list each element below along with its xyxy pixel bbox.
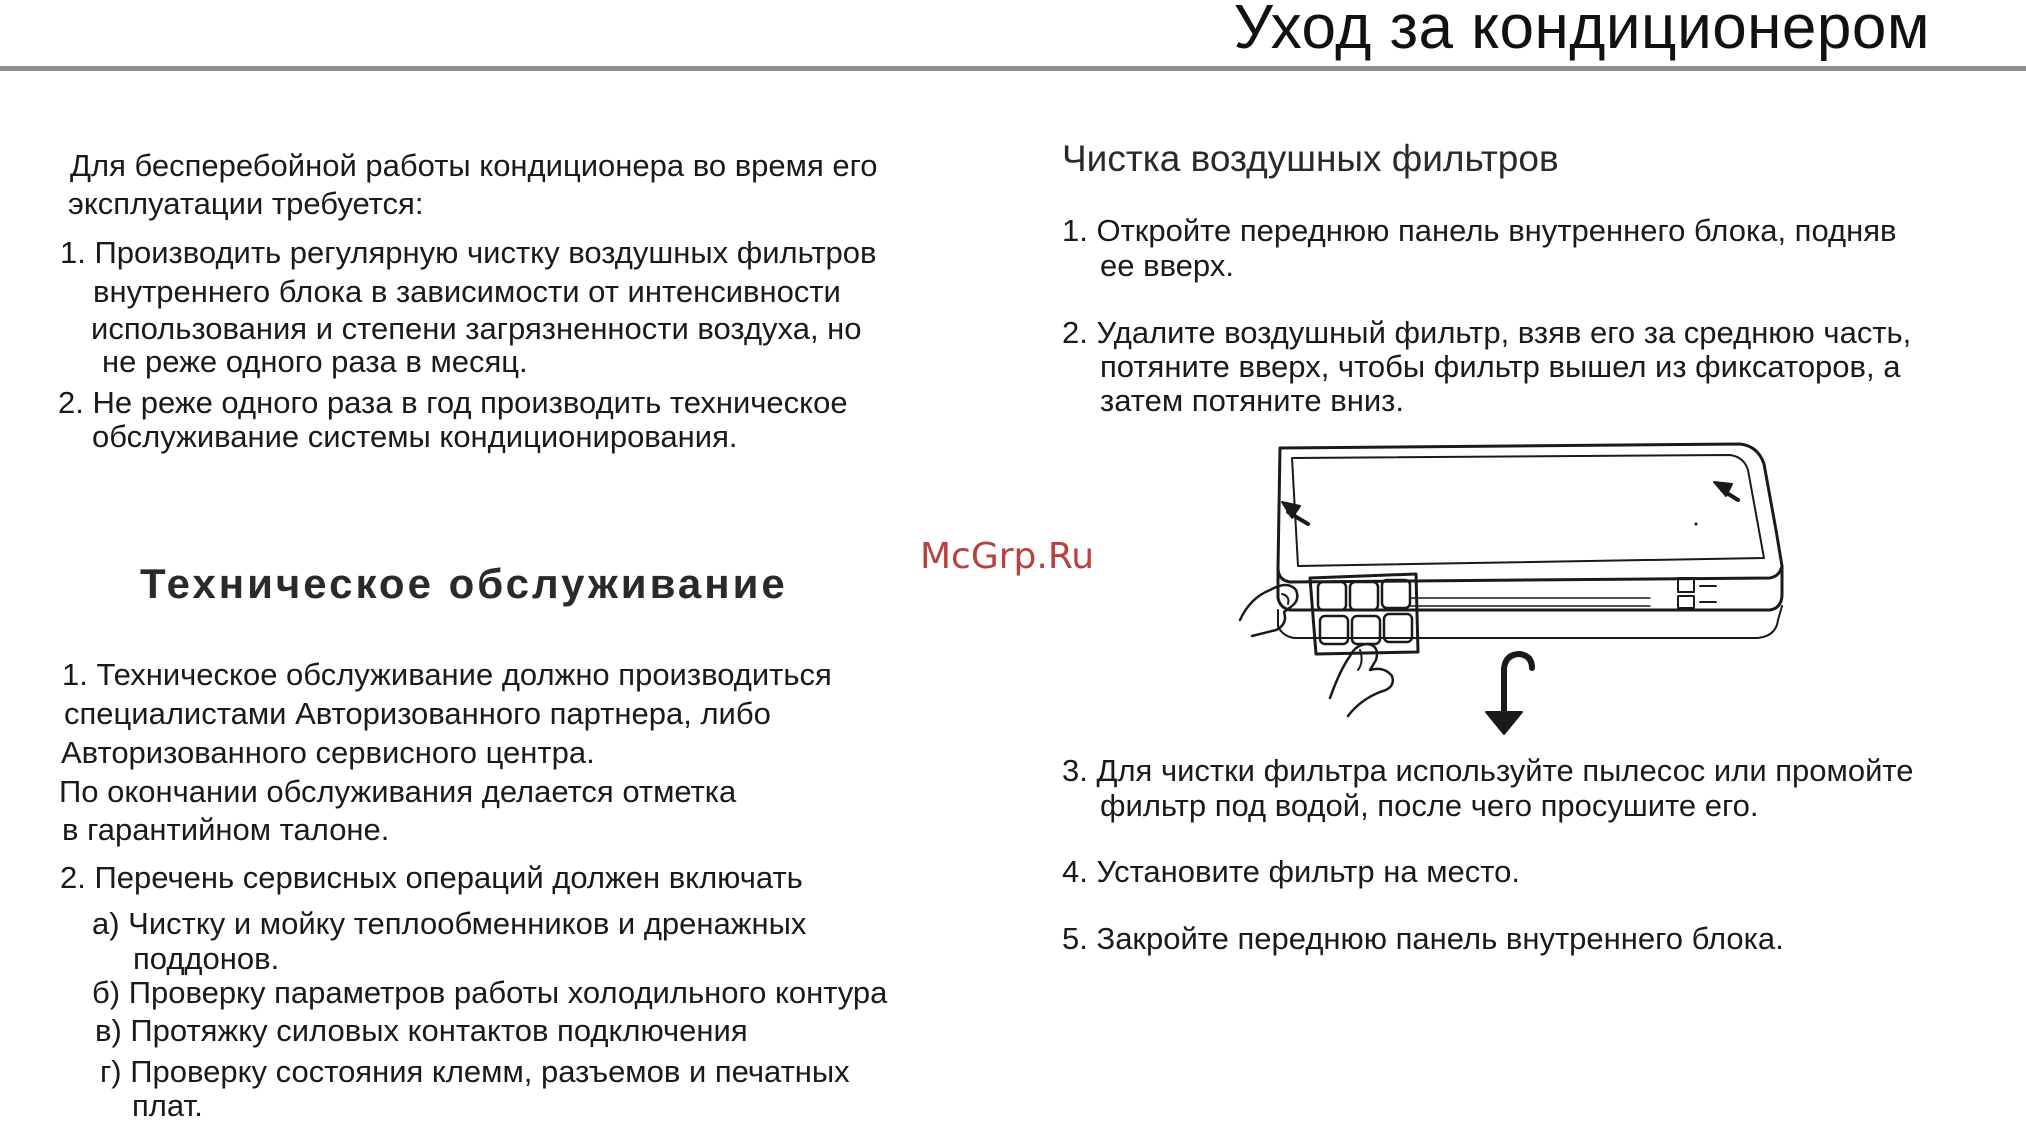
step-line-continuation: потяните вверх, чтобы фильтр вышел из фиксаторов, а: [1100, 349, 1901, 384]
list-item-continuation: использования и степени загрязненности воздуха, но: [91, 311, 862, 346]
list-item-continuation: обслуживание системы кондиционирования.: [92, 419, 738, 454]
step-line: 3. Для чистки фильтра используйте пылесос или промойте: [1062, 753, 1914, 788]
service-subitem: а) Чистку и мойку теплообменников и дренажных: [92, 906, 807, 941]
step-line: 1. Откройте переднюю панель внутреннего блока, подняв: [1062, 213, 1897, 248]
service-subitem: в) Протяжку силовых контактов подключения: [95, 1013, 748, 1048]
section-title-filter-cleaning: Чистка воздушных фильтров: [1062, 138, 1559, 179]
intro-line: эксплуатации требуется:: [68, 186, 424, 221]
service-subitem-continuation: поддонов.: [133, 941, 280, 976]
service-line: По окончании обслуживания делается отметка: [59, 774, 737, 809]
service-line: в гарантийном талоне.: [62, 812, 390, 847]
filter-removal-illustration: [1230, 430, 1790, 740]
page-title: Уход за кондиционером: [1233, 0, 1930, 62]
service-line: 2. Перечень сервисных операций должен включать: [60, 860, 803, 895]
list-item-continuation: не реже одного раза в месяц.: [102, 344, 528, 379]
intro-line: Для бесперебойной работы кондиционера во время его: [70, 148, 878, 183]
step-line-continuation: фильтр под водой, после чего просушите его.: [1100, 788, 1759, 823]
step-line: 5. Закройте переднюю панель внутреннего блока.: [1062, 921, 1784, 956]
service-line: Авторизованного сервисного центра.: [61, 735, 595, 770]
list-item-continuation: внутреннего блока в зависимости от интенсивности: [93, 274, 841, 309]
service-subitem-continuation: плат.: [132, 1088, 203, 1123]
list-item: 2. Не реже одного раза в год производить техническое: [58, 385, 848, 420]
service-line: 1. Техническое обслуживание должно производиться: [62, 657, 832, 692]
service-subitem: б) Проверку параметров работы холодильного контура: [92, 975, 888, 1010]
step-line: 4. Установите фильтр на место.: [1062, 854, 1520, 889]
section-title-maintenance: Техническое обслуживание: [140, 560, 788, 607]
step-line-continuation: ее вверх.: [1100, 248, 1234, 283]
step-line-continuation: затем потяните вниз.: [1100, 383, 1404, 418]
header-divider: [0, 66, 2026, 71]
step-line: 2. Удалите воздушный фильтр, взяв его за среднюю часть,: [1062, 315, 1912, 350]
service-subitem: г) Проверку состояния клемм, разъемов и печатных: [100, 1054, 850, 1089]
list-item: 1. Производить регулярную чистку воздушных фильтров: [60, 235, 877, 270]
watermark: McGrp.Ru: [920, 536, 1095, 577]
service-line: специалистами Авторизованного партнера, либо: [64, 696, 771, 731]
